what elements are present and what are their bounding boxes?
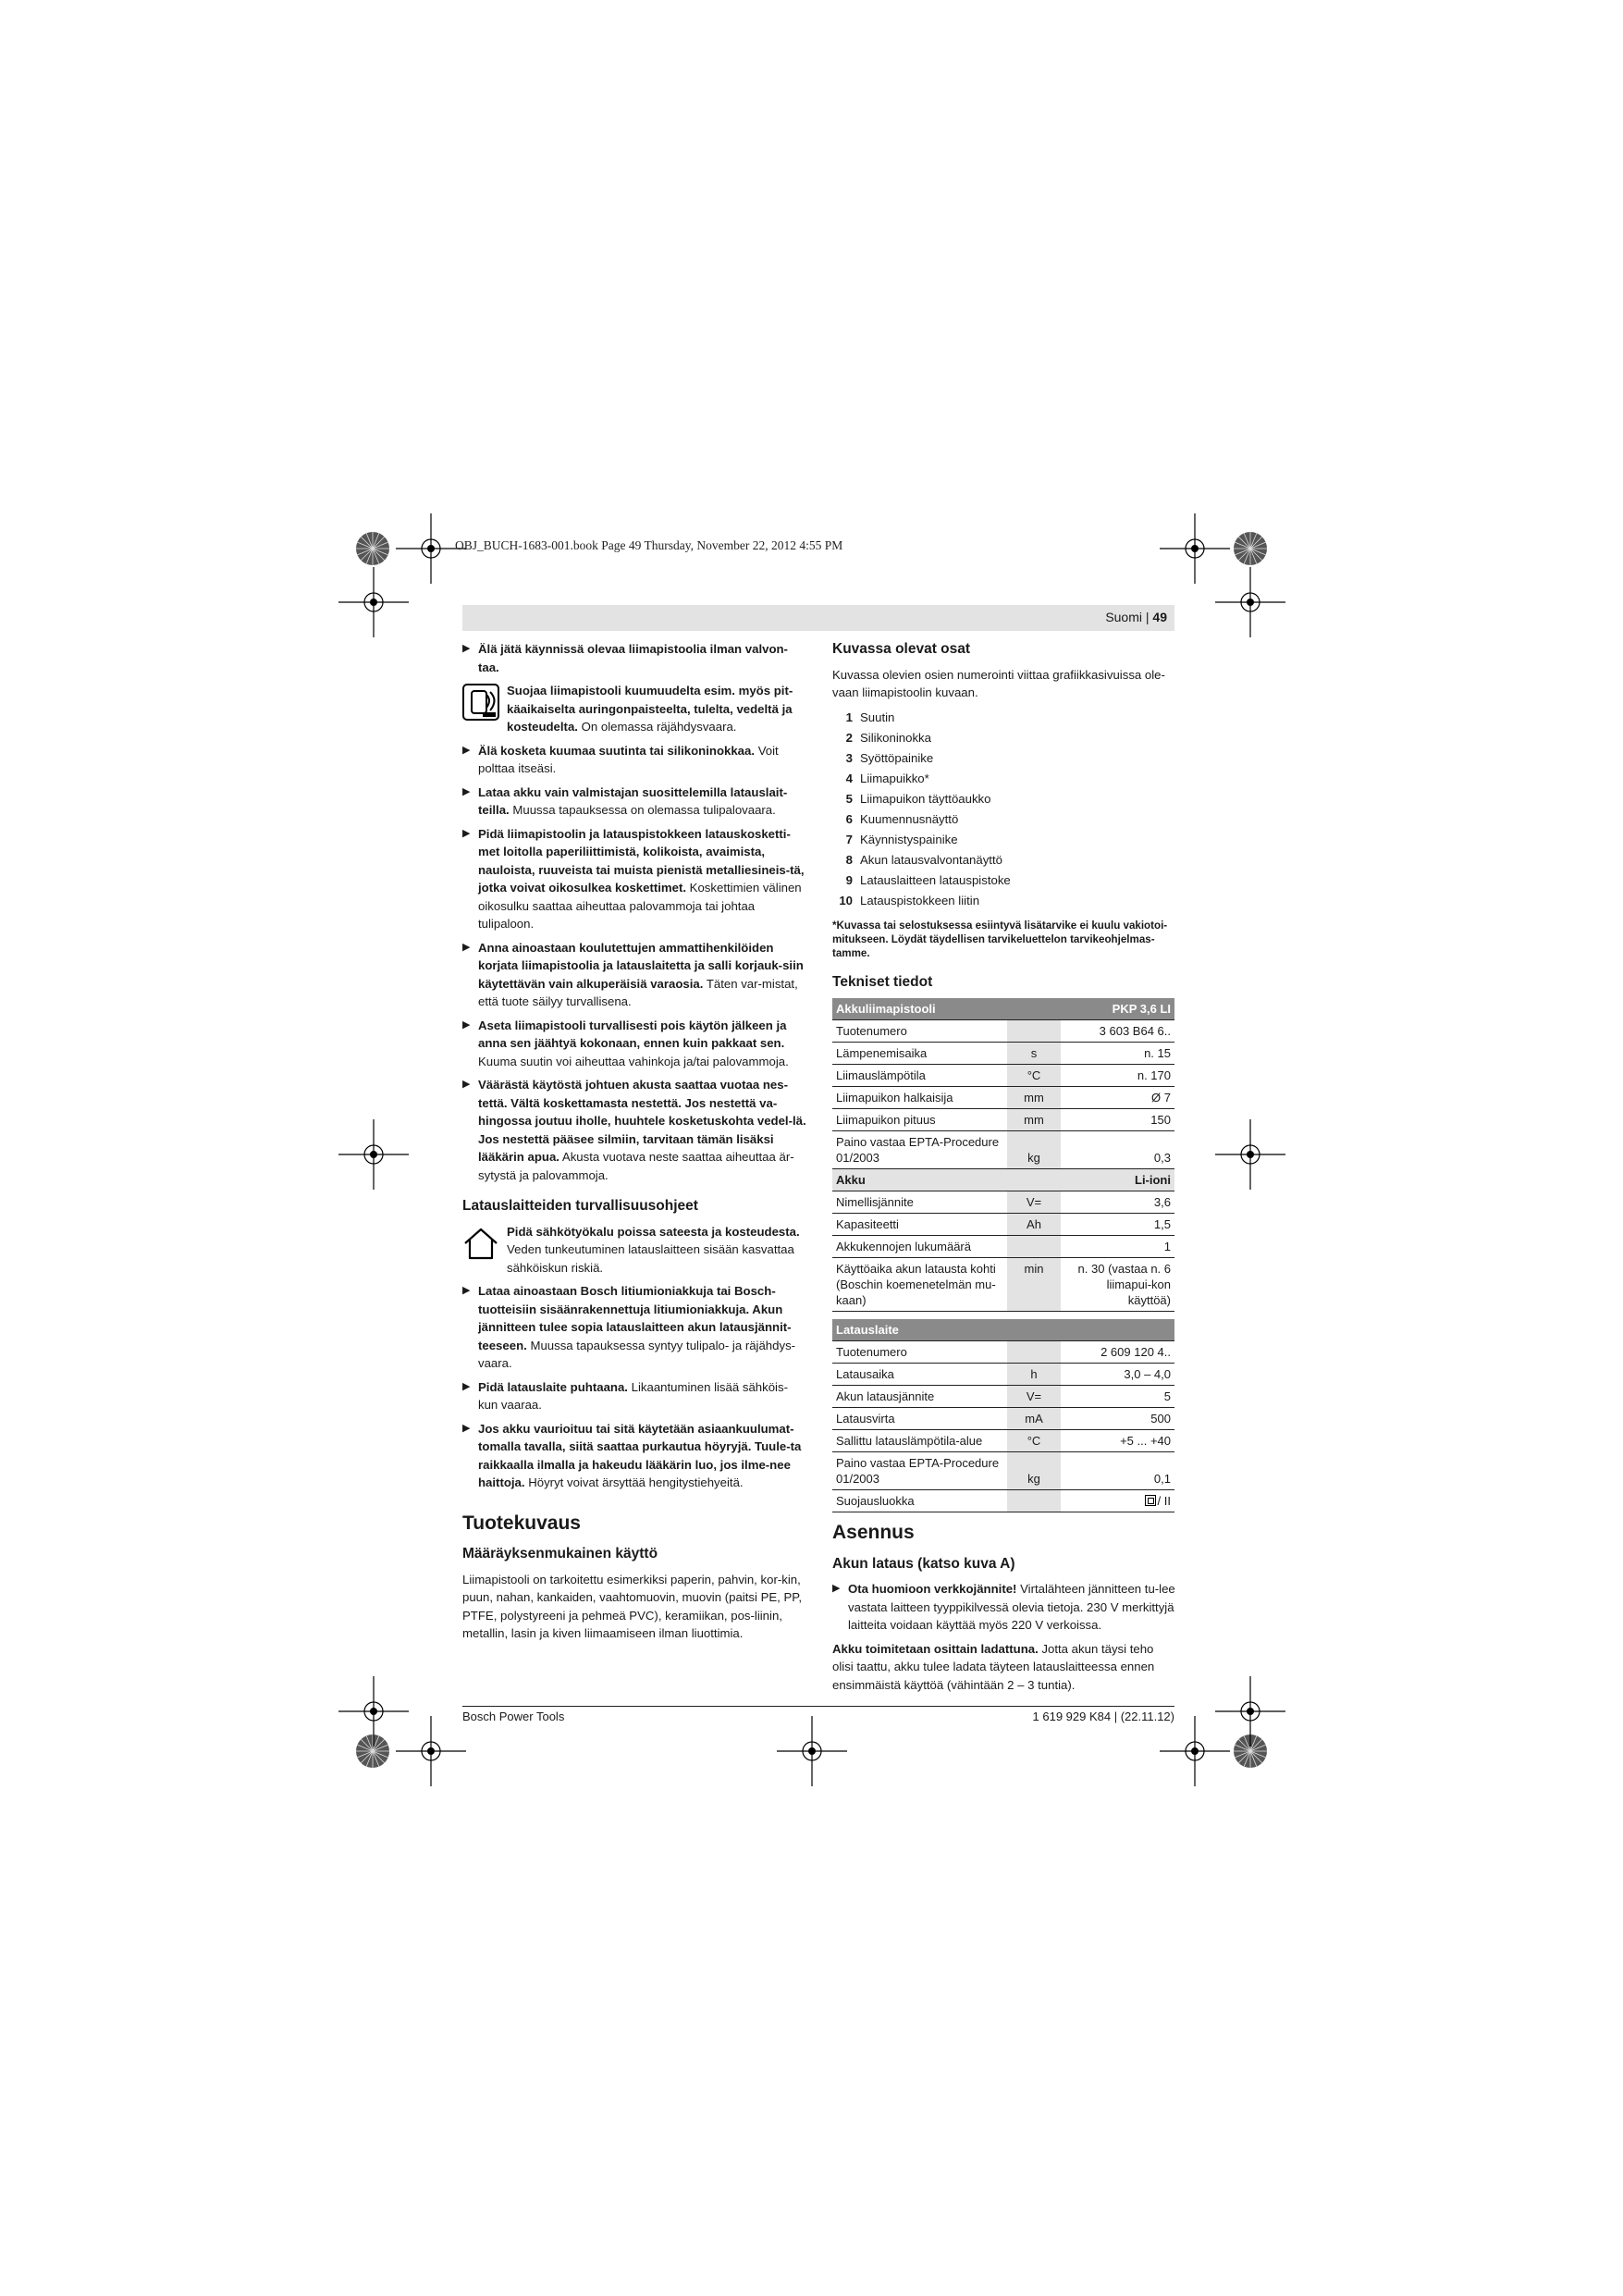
list-item: 8 Akun latausvalvontanäyttö <box>845 852 1002 867</box>
color-bar-mark <box>356 1734 389 1768</box>
safety-bullet: ▶ Älä kosketa kuumaa suutinta tai silikoninokkaa. Voit polttaa itseäsi. <box>462 743 779 775</box>
table-row: Akku Li-ioni <box>832 1169 1174 1191</box>
table-row: Paino vastaa EPTA-Procedure 01/2003 kg 0,1 <box>832 1452 1174 1490</box>
list-item: 3 Syöttöpainike <box>845 750 934 765</box>
table-row: Akkukennojen lukumäärä 1 <box>832 1236 1174 1258</box>
charger-bullet: ▶ Jos akku vaurioituu tai sitä käytetään asiaankuulumat-tomalla tavalla, siitä saattaa purkautua höyryjä. Tuule-ta raikkaalla ilmalla ja hakeudu lääkärin luo, jos ilme-nee haittoja. Höyryt voivat ärsyttää hengitystiehyeitä. <box>462 1421 802 1489</box>
section-title-tuotekuvaus: Tuotekuvaus <box>462 1512 581 1534</box>
table-row: Akun latausjännite V= 5 <box>832 1386 1174 1408</box>
charger-indoor-block: Pidä sähkötyökalu poissa sateesta ja kosteudesta. Veden tunkeutuminen latauslaitteen sisään kasvattaa sähköiskun riskiä. <box>462 1223 806 1278</box>
list-item: 10 Latauspistokkeen liitin <box>839 893 980 907</box>
page-header <box>462 605 1174 631</box>
charger-safety-heading: Latauslaitteiden turvallisuusohjeet <box>462 1198 698 1214</box>
safety-bullet: ▶ Pidä liimapistoolin ja latauspistokkeen latauskosketti-met loitolla paperiliittimistä, kolikoista, avaimista, nauloista, ruuveista tai muista pienistä metalliesineis-tä, jotka voivat oikosulkea koskettimet. Koskettimien välinen oikosulku saattaa aiheuttaa palovammoja tai johtaa tulipaloon. <box>462 826 805 931</box>
slug-line: OBJ_BUCH-1683-001.book Page 49 Thursday, November 22, 2012 4:55 PM <box>455 538 843 552</box>
charger-bullet: ▶ Pidä latauslaite puhtaana. Likaantuminen lisää sähköis-kun vaaraa. <box>462 1379 788 1412</box>
charger-bullet: ▶ Lataa ainoastaan Bosch litiumioniakkuja tai Bosch-tuotteisiin sisäänrakennettuja litiumioniakkuja. Akun jännitteen tulee sopia latauslaitteen akun latausjännit-teeseen. Muussa tapauksessa syntyy tulipalo- ja räjähdys-vaara. <box>462 1284 796 1370</box>
table-row: Liimapuikon halkaisija mm Ø 7 <box>832 1087 1174 1109</box>
safety-bullet: ▶ Väärästä käytöstä johtuen akusta saattaa vuotaa nes-tettä. Vältä koskettamasta nestettä. Jos nestettä va-hingossa joutuu iholle, huuhtele kosketuskohta vedel-lä. Jos nestettä pääsee silmiin, tarvitaan tämän lisäksi lääkärin apua. Akusta vuotava neste saattaa aiheuttaa är-sytystä ja palovammoja. <box>462 1078 806 1182</box>
table-header-row: Akkuliimapistooli PKP 3,6 LI <box>832 998 1174 1020</box>
list-item: 4 Liimapuikko* <box>845 771 929 785</box>
registration-mark <box>777 1716 847 1786</box>
indoor-house-icon <box>462 1225 499 1262</box>
registration-mark <box>1160 513 1230 584</box>
list-item: 6 Kuumennusnäyttö <box>845 811 959 826</box>
table-row: Liimauslämpötila °C n. 170 <box>832 1065 1174 1087</box>
table-row: Latausaika h 3,0 – 4,0 <box>832 1364 1174 1386</box>
table-spacer <box>832 1312 1174 1320</box>
tech-data-heading: Tekniset tiedot <box>832 973 933 990</box>
table-header-row: Latauslaite <box>832 1319 1174 1341</box>
list-item: 2 Silikoninokka <box>845 730 931 745</box>
table-row: Tuotenumero 3 603 B64 6.. <box>832 1020 1174 1043</box>
list-item: 7 Käynnistyspainike <box>845 832 958 846</box>
footer-rule <box>462 1706 1174 1707</box>
left-column <box>462 640 806 1648</box>
registration-mark <box>1160 1716 1230 1786</box>
registration-mark <box>338 1676 409 1747</box>
sun-heat-warning-icon <box>462 684 499 721</box>
table-row: Suojausluokka / II <box>832 1490 1174 1512</box>
table-row: Kapasiteetti Ah 1,5 <box>832 1214 1174 1236</box>
table-row: Tuotenumero 2 609 120 4.. <box>832 1341 1174 1364</box>
registration-mark <box>396 1716 466 1786</box>
parts-intro: Kuvassa olevien osien numerointi viittaa grafiikkasivuissa ole-vaan liimapistoolin kuvaan. <box>832 667 1165 699</box>
registration-mark <box>338 1119 409 1190</box>
safety-bullet: ▶ Lataa akku vain valmistajan suosittelemilla latauslait-teilla. Muussa tapauksessa on olemassa tulipalovaara. <box>462 784 788 817</box>
table-row: Lämpenemisaika s n. 15 <box>832 1043 1174 1065</box>
charging-bullet: ▶ Ota huomioon verkkojännite! Virtalähteen jännitteen tu-lee vastata laitteen tyyppikilvessä olevia tietoja. 230 V merkittyjä laitteita voidaan käyttää myös 220 V verkoissa. <box>832 1582 1175 1632</box>
parts-heading: Kuvassa olevat osat <box>832 641 971 657</box>
table-row: Liimapuikon pituus mm 150 <box>832 1109 1174 1131</box>
safety-bullet: ▶ Aseta liimapistooli turvallisesti pois käytön jälkeen ja anna sen jäähtyä kokonaan, ennen kuin pakkaat sen. Kuuma suutin voi aiheuttaa vahinkoja ja/tai palovammoja. <box>462 1018 789 1068</box>
warning-sun-block: Suojaa liimapistooli kuumuudelta esim. myös pit-käaikaiselta auringonpaisteelta, tulelta, vedeltä ja kosteudelta. On olemassa räjähdysvaara. <box>462 682 806 736</box>
header-language: Suomi <box>1105 610 1142 624</box>
parts-list <box>832 708 1176 911</box>
battery-charging-heading: Akun lataus (katso kuva A) <box>832 1555 1015 1572</box>
table-row: Käyttöaika akun latausta kohti (Boschin koemenetelmän mu-kaan) min n. 30 (vastaa n. 6 liimapui-kon käyttöä) <box>832 1258 1174 1312</box>
list-item: 1 Suutin <box>845 710 895 724</box>
table-row: Nimellisjännite V= 3,6 <box>832 1191 1174 1214</box>
footer-brand: Bosch Power Tools <box>462 1710 565 1723</box>
list-item: 5 Liimapuikon täyttöaukko <box>845 791 991 806</box>
color-bar-mark <box>1234 532 1267 565</box>
registration-mark <box>1215 1676 1285 1747</box>
header-separator: | <box>1145 610 1150 624</box>
section-title-asennus: Asennus <box>832 1522 915 1543</box>
tech-data-table <box>832 998 1174 1512</box>
right-column <box>832 638 1176 1699</box>
double-insulation-icon <box>1145 1495 1156 1506</box>
table-row: Sallittu latauslämpötila-alue °C +5 ... +40 <box>832 1430 1174 1452</box>
charging-paragraph: Akku toimitetaan osittain ladattuna. Jotta akun täysi teho olisi taattu, akku tulee ladata täyteen latauslaitteessa ennen ensimmäistä käyttöä (vähintään 2 – 3 tuntia). <box>832 1641 1155 1692</box>
list-item: 9 Latauslaitteen latauspistoke <box>845 872 1011 887</box>
accessory-note: *Kuvassa tai selostuksessa esiintyvä lisätarvike ei kuulu vakiotoi-mitukseen. Löydät täydellisen tarvikeluettelon tarvikeohjelmas-tamme. <box>832 919 1168 959</box>
page-number: 49 <box>1152 610 1167 624</box>
registration-mark <box>1215 567 1285 637</box>
registration-mark <box>1215 1119 1285 1190</box>
footer-docnumber: 1 619 929 K84 | (22.11.12) <box>1032 1710 1174 1723</box>
safety-bullet: ▶ Älä jätä käynnissä olevaa liimapistoolia ilman valvon-taa. <box>462 642 788 674</box>
color-bar-mark <box>356 532 389 565</box>
header-label <box>1105 610 1167 624</box>
table-row: Latausvirta mA 500 <box>832 1408 1174 1430</box>
intended-use-text: Liimapistooli on tarkoitettu esimerkiksi paperin, pahvin, kor-kin, puun, nahan, kankaiden, vaahtomuovin, muovin (paitsi PE, PP, PTFE, polystyreeni ja pehmeä PVC), keramiikan, pos-liinin, metallin, lasin ja kiven liimaamiseen ilman liuottimia. <box>462 1572 803 1640</box>
intended-use-heading: Määräyksenmukainen käyttö <box>462 1546 658 1562</box>
safety-bullet: ▶ Anna ainoastaan koulutettujen ammattihenkilöiden korjata liimapistoolia ja latauslaitetta ja salli korjauk-siin käytettävän vain alkuperäisiä varaosia. Täten var-mistat, että tuote säilyy turvallisena. <box>462 940 804 1008</box>
table-row: Paino vastaa EPTA-Procedure 01/2003 kg 0,3 <box>832 1131 1174 1169</box>
registration-mark <box>338 567 409 637</box>
